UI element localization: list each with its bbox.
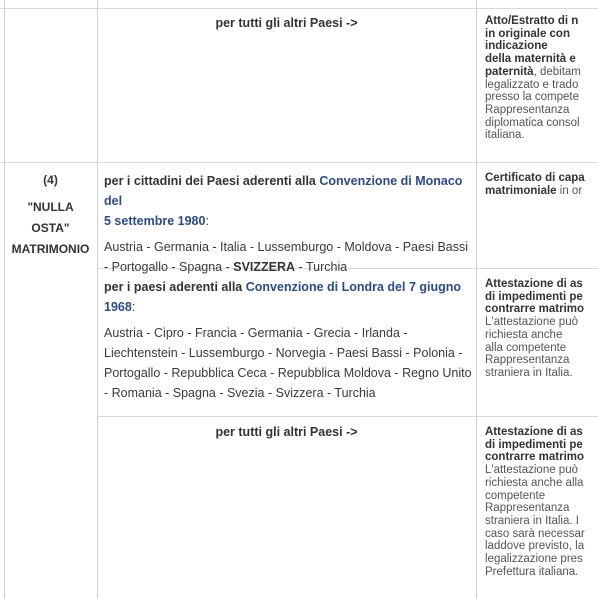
- row4-doc-line3: contrarre matrimo: [485, 451, 585, 464]
- row1-condition: [97, 13, 476, 33]
- row3-document: [485, 278, 589, 380]
- section-label: [4, 170, 97, 260]
- section-number: (4): [43, 173, 58, 187]
- row-divider-4: [97, 416, 598, 417]
- row-divider-1: [0, 8, 598, 9]
- row1-doc-line2: in originale con: [485, 27, 570, 40]
- row4-doc-line7: Rappresentanza: [485, 502, 570, 515]
- row3-doc-line4: L'attestazione può: [485, 316, 578, 329]
- row2-countries-line2a: - Portogallo - Spagna -: [104, 260, 230, 274]
- row1-doc-line7: presso la compete: [485, 91, 579, 104]
- row4-doc-line1: Attestazione di as: [485, 426, 583, 438]
- row3-countries-line4: - Romania - Spagna - Svezia - Svizzera - Turchia: [104, 386, 376, 400]
- row3-doc-line6: alla competente: [485, 341, 567, 354]
- row1-doc-line5-bold: paternità: [485, 65, 534, 78]
- row4-doc-line5: richiesta anche alla: [485, 476, 584, 489]
- row3-doc-line1: Attestazione di as: [485, 278, 583, 290]
- row3-countries-line3: Portogallo - Repubblica Ceca - Repubblica Moldova - Regno Unito: [104, 366, 472, 380]
- row1-doc-line3: indicazione: [485, 40, 548, 53]
- section-label-line3: MATRIMONIO: [11, 242, 90, 256]
- row1-doc-line8: Rappresentanza: [485, 103, 570, 116]
- row4-condition: [97, 422, 476, 442]
- row1-doc-line9: diplomatica consol: [485, 116, 580, 129]
- row4-document: [485, 426, 589, 578]
- row2-intro: per i cittadini dei Paesi aderenti alla: [104, 174, 316, 188]
- row1-doc-line1: Atto/Estratto di n: [485, 15, 579, 27]
- row4-doc-line4: L'attestazione può: [485, 464, 578, 477]
- row4-condition-text: per tutti gli altri Paesi ->: [215, 425, 358, 439]
- row2-doc-line2-bold: matrimoniale: [485, 184, 557, 197]
- table-border-col1: [97, 0, 98, 599]
- row1-document: [485, 15, 589, 142]
- row3-doc-line8: straniera in Italia.: [485, 366, 573, 379]
- row4-doc-line11: legalizzazione pres: [485, 553, 583, 566]
- section-label-line2: OSTA": [31, 221, 70, 235]
- row3-colon: :: [131, 300, 136, 314]
- row4-doc-line8: straniera in Italia. I: [485, 514, 579, 527]
- row1-doc-line5-rest: , debitam: [533, 65, 581, 78]
- row3-intro: per i paesi aderenti alla: [104, 280, 243, 294]
- convention-london-link[interactable]: Convenzione di Londra del 7 giugno: [245, 280, 462, 294]
- row1-doc-line4: della maternità e: [485, 53, 576, 66]
- row4-doc-line2: di impedimenti pe: [485, 438, 583, 451]
- row2-doc-line1: Certificato di capa: [485, 172, 585, 184]
- row4-doc-line10: laddove previsto, la: [485, 540, 585, 553]
- row1-doc-line10: italiana.: [485, 129, 525, 142]
- row4-doc-line9: caso sarà necessar: [485, 527, 585, 540]
- convention-london-link-year[interactable]: 1968: [104, 300, 132, 314]
- row4-doc-line6: competente: [485, 489, 546, 502]
- row3-condition: [104, 277, 474, 403]
- row4-doc-line12: Prefettura italiana.: [485, 565, 579, 578]
- row-divider-2: [0, 162, 598, 163]
- row2-doc-line2-rest: in or: [556, 184, 583, 197]
- row3-doc-line5: richiesta anche: [485, 328, 563, 341]
- row2-countries-switzerland: SVIZZERA: [233, 260, 296, 274]
- row3-countries-line2: Liechtenstein - Lussemburgo - Norvegia - Paesi Bassi - Polonia -: [104, 346, 463, 360]
- row2-countries-line1: Austria - Germania - Italia - Lussemburgo - Moldova - Paesi Bassi: [104, 240, 469, 254]
- row3-countries-line1: Austria - Cipro - Francia - Germania - Grecia - Irlanda -: [104, 326, 408, 340]
- table-border-left: [4, 0, 5, 599]
- row1-condition-text: per tutti gli altri Paesi ->: [215, 16, 358, 30]
- convention-monaco-link[interactable]: Convenzione di Monaco del: [104, 174, 463, 208]
- row2-countries-line2b: - Turchia: [298, 260, 348, 274]
- row3-doc-line3: contrarre matrimo: [485, 303, 585, 316]
- row3-doc-line7: Rappresentanza: [485, 354, 570, 367]
- section-label-line1: "NULLA: [27, 200, 74, 214]
- row1-doc-line6: legalizzato e trado: [485, 78, 579, 91]
- row2-colon: :: [205, 214, 209, 228]
- row2-condition: [104, 171, 474, 277]
- row3-doc-line2: di impedimenti pe: [485, 290, 583, 303]
- row2-document: [485, 172, 589, 197]
- table-border-col2: [476, 0, 477, 599]
- convention-monaco-link-date[interactable]: 5 settembre 1980: [104, 214, 206, 228]
